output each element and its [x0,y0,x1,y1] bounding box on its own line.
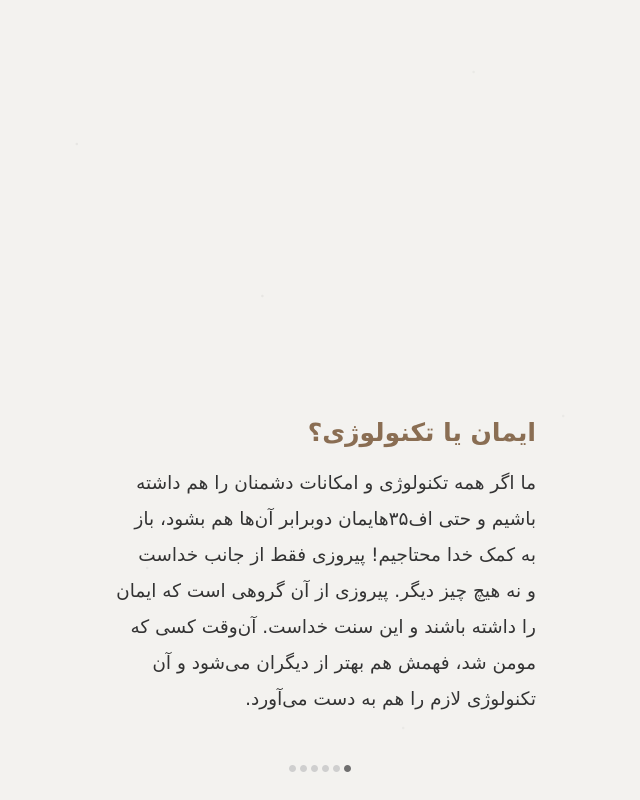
body-line: به کمک خدا محتاجیم! پیروزی فقط از جانب خداست [138,545,536,566]
post-title: ایمان یا تکنولوژی؟ [307,418,536,447]
post-body [106,466,536,718]
carousel-dot[interactable] [311,765,318,772]
carousel-dot[interactable] [333,765,340,772]
carousel-dot-active[interactable] [344,765,351,772]
post-content [106,410,536,718]
body-line: مومن شد، فهمش هم بهتر از دیگران می‌شود و آن [152,653,536,674]
body-line: ما اگر همه تکنولوژی و امکانات دشمنان را هم داشته [136,473,536,494]
body-line: باشیم و حتی اف۳۵هایمان دوبرابر آن‌ها هم بشود، باز [134,509,536,530]
carousel-dot[interactable] [289,765,296,772]
carousel-pagination[interactable] [0,765,640,772]
body-line: تکنولوژی لازم را هم به دست می‌آورد. [245,689,536,710]
carousel-dot[interactable] [300,765,307,772]
body-line: را داشته باشند و این سنت خداست. آن‌وقت کسی که [130,617,536,638]
body-line: و نه هیچ چیز دیگر. پیروزی از آن گروهی است که ایمان [116,581,536,602]
carousel-dot[interactable] [322,765,329,772]
